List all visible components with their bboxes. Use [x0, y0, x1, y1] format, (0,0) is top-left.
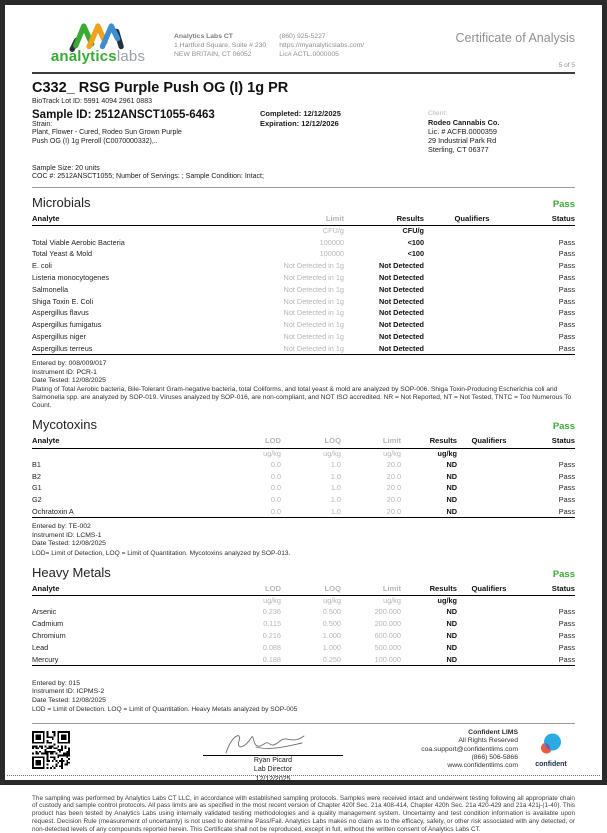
column-header: Analyte	[32, 435, 221, 448]
table-cell: Arsenic	[32, 607, 57, 617]
table-header-row	[32, 583, 575, 596]
logo-wordmark	[32, 49, 164, 64]
table-cell: Not Detected in 1g	[283, 284, 344, 294]
lab-contact-info	[174, 19, 364, 59]
table-cell: <100	[407, 237, 424, 247]
strain-label: Strain:	[32, 120, 53, 128]
heavy-metals-date-tested: Date Tested: 12/08/2025	[32, 696, 106, 704]
table-cell: G1	[32, 483, 42, 493]
lab-website: https://myanalyticslabs.com/	[279, 42, 365, 49]
table-cell: 20.0	[386, 483, 401, 493]
table-cell: 20.0	[386, 495, 401, 505]
table-cell: ND	[446, 619, 457, 629]
table-cell: Mercury	[32, 654, 59, 664]
table-cell: 500.000	[374, 642, 401, 652]
table-cell	[457, 506, 521, 518]
table-cell: Not Detected in 1g	[283, 308, 344, 318]
table-cell: Not Detected	[378, 273, 424, 283]
table-cell: Pass	[558, 320, 575, 330]
table-row	[32, 618, 575, 630]
table-cell: 0.0	[270, 483, 281, 493]
table-cell: 0.0	[270, 495, 281, 505]
table-cell: 100000	[319, 237, 344, 247]
table-cell: 100.000	[374, 654, 401, 664]
signature-line	[203, 755, 343, 756]
lims-email: coa.support@confidentlims.com	[421, 745, 518, 753]
footer-divider	[32, 723, 575, 724]
column-header: LOQ	[281, 583, 341, 596]
table-cell: Cadmium	[32, 619, 64, 629]
column-header: Analyte	[32, 583, 221, 596]
column-header: Status	[520, 213, 575, 226]
certificate-title-block	[456, 19, 576, 69]
table-row	[32, 342, 575, 354]
table-row	[32, 248, 575, 260]
table-cell: 20.0	[386, 507, 401, 517]
column-header: Results	[344, 213, 424, 226]
table-cell: Pass	[558, 654, 575, 664]
client-name: Rodeo Cannabis Co.	[428, 117, 500, 127]
table-cell: Listeria monocytogenes	[32, 273, 110, 283]
header	[32, 19, 575, 69]
confident-logo-text: confident	[535, 761, 567, 769]
microbials-note: Plating of Total Aerobic bacteria, Bile-Tolerant Gram-negative bacteria, total Coliforms, and total yeast & mold are analyzed by SOP-006. Shiga Toxin-Producing Escherichia coli and Salmonella spp. are analyzed by SOP-019. Viruses analyzed by SOP-016, are non-compliant, and NOT ISO accredited. NR = Not Reported, NT = Not Tested, TNTC = Too Numerous To Count.	[32, 386, 572, 410]
sample-title: C332_ RSG Purple Push OG (I) 1g PR	[32, 80, 289, 96]
table-row	[32, 236, 575, 248]
section-divider	[32, 187, 575, 188]
table-cell: 1.000	[322, 642, 341, 652]
table-cell	[32, 448, 221, 459]
mycotoxins-status-badge: Pass	[552, 421, 575, 433]
table-row	[32, 319, 575, 331]
table-cell: Aspergillus fumigatus	[32, 320, 102, 330]
client-address1: 29 Industrial Park Rd	[428, 135, 497, 145]
table-row	[32, 283, 575, 295]
table-cell: Not Detected in 1g	[283, 331, 344, 341]
table-row	[32, 459, 575, 471]
mycotoxins-meta	[32, 523, 575, 548]
table-cell: Total Viable Aerobic Bacteria	[32, 237, 125, 247]
table-cell: Not Detected	[378, 343, 424, 353]
table-cell: Ochratoxin A	[32, 507, 74, 517]
table-cell	[424, 307, 520, 319]
table-cell	[457, 641, 521, 653]
table-cell: Pass	[558, 471, 575, 481]
microbials-table	[32, 213, 575, 355]
document-type: Certificate of Analysis	[455, 31, 575, 45]
table-row	[32, 331, 575, 343]
table-cell	[457, 596, 521, 607]
table-cell	[521, 596, 575, 607]
table-cell: Pass	[558, 507, 575, 517]
table-cell: ug/kg	[323, 448, 341, 458]
table-cell	[521, 448, 575, 459]
heavy-metals-table	[32, 583, 575, 666]
sign-date: 12/12/2025	[255, 775, 291, 783]
table-cell: ug/kg	[263, 448, 281, 458]
table-cell: Lead	[32, 642, 49, 652]
column-header: LOD	[221, 583, 281, 596]
table-cell	[424, 248, 520, 260]
table-cell	[32, 596, 221, 607]
lab-address1: 1 Hartford Square, Suite # 230	[174, 42, 267, 49]
table-cell: G2	[32, 495, 42, 505]
table-cell	[457, 470, 521, 482]
mycotoxins-date-tested: Date Tested: 12/08/2025	[32, 540, 106, 548]
column-header: Status	[521, 435, 575, 448]
table-cell: Pass	[558, 249, 575, 259]
table-cell: Pass	[558, 619, 575, 629]
lims-name: Confident LIMS	[468, 729, 518, 737]
table-cell: 20.0	[386, 459, 401, 469]
table-cell	[32, 226, 192, 237]
table-cell	[424, 226, 520, 237]
table-cell: ND	[446, 483, 457, 493]
lab-license: Lic# ACTL.0000005	[279, 51, 339, 58]
table-row	[32, 307, 575, 319]
table-cell: 0.500	[322, 607, 341, 617]
table-row	[32, 641, 575, 653]
table-units-row	[32, 596, 575, 607]
column-header: Qualifiers	[424, 213, 520, 226]
table-cell: Not Detected	[378, 284, 424, 294]
qr-code	[32, 731, 70, 769]
table-cell: 1.000	[322, 631, 341, 641]
table-cell: ND	[446, 495, 457, 505]
table-cell	[457, 494, 521, 506]
table-cell	[424, 260, 520, 272]
table-cell: CFU/g	[402, 226, 424, 236]
table-cell: 0.115	[263, 619, 281, 629]
table-cell: Pass	[558, 459, 575, 469]
mycotoxins-title: Mycotoxins	[32, 417, 98, 433]
heavy-metals-section-header	[32, 565, 575, 580]
completed-date: Completed: 12/12/2025	[260, 108, 341, 118]
column-header: Results	[401, 435, 457, 448]
logo-zigzag-icon	[65, 19, 131, 51]
logo-word-analytics: analytics	[50, 48, 117, 65]
table-cell: 1.0	[330, 459, 341, 469]
column-header: Status	[521, 583, 575, 596]
signature-icon	[218, 729, 328, 757]
table-cell: Aspergillus flavus	[32, 308, 89, 318]
microbials-meta	[32, 360, 575, 385]
table-cell: ug/kg	[383, 448, 401, 458]
table-cell: ND	[446, 607, 457, 617]
heavy-metals-entered-by: Entered by: 015	[32, 679, 80, 687]
table-units-row	[32, 226, 575, 237]
table-cell: 1.0	[330, 471, 341, 481]
client-license: Lic. # ACFB.0000359	[428, 126, 497, 136]
column-header: Limit	[192, 213, 344, 226]
table-row	[32, 482, 575, 494]
column-header: Limit	[341, 583, 401, 596]
table-cell: Pass	[558, 284, 575, 294]
table-cell: Aspergillus niger	[32, 331, 86, 341]
sample-size: Sample Size: 20 units	[32, 164, 100, 172]
microbials-section-header	[32, 195, 575, 210]
table-cell	[457, 653, 521, 665]
mycotoxins-entered-by: Entered by: TE-002	[32, 523, 91, 531]
table-cell: Pass	[558, 607, 575, 617]
table-cell: Salmonella	[32, 284, 69, 294]
table-cell: Not Detected in 1g	[283, 261, 344, 271]
mycotoxins-section-header	[32, 417, 575, 432]
table-cell: 200.000	[374, 607, 401, 617]
table-cell: <100	[407, 249, 424, 259]
table-cell: 200.000	[374, 619, 401, 629]
table-cell: ND	[446, 642, 457, 652]
lims-phone: (866) 506-5866	[471, 753, 518, 761]
table-cell: ug/kg	[263, 596, 281, 606]
table-cell: Total Yeast & Mold	[32, 249, 93, 259]
lab-phone-column	[279, 32, 364, 59]
table-row	[32, 260, 575, 272]
lab-address2: NEW BRITAIN, CT 06052	[174, 51, 252, 58]
table-cell	[457, 630, 521, 642]
lab-name: Analytics Labs CT	[174, 33, 233, 40]
table-cell: CFU/g	[322, 226, 344, 236]
lims-contact-block	[421, 729, 518, 770]
table-cell: 600.000	[374, 631, 401, 641]
table-row	[32, 606, 575, 618]
sample-info-grid	[32, 109, 575, 154]
microbials-instrument: Instrument ID: PCR-1	[32, 368, 97, 376]
client-block	[428, 109, 575, 154]
table-units-row	[32, 448, 575, 459]
table-cell	[424, 236, 520, 248]
table-cell	[457, 606, 521, 618]
table-cell: ND	[446, 631, 457, 641]
table-cell: Pass	[558, 308, 575, 318]
table-cell: Not Detected in 1g	[283, 273, 344, 283]
column-header: LOQ	[281, 435, 341, 448]
matrix-line2: Push OG (I) 1g Preroll (C0070000332),..	[32, 137, 158, 145]
table-cell: ND	[446, 507, 457, 517]
microbials-status-badge: Pass	[552, 198, 575, 210]
table-cell	[457, 618, 521, 630]
table-row	[32, 653, 575, 665]
table-cell: 0.216	[262, 631, 281, 641]
table-row	[32, 494, 575, 506]
table-cell: 0.500	[322, 619, 341, 629]
table-cell: 0.0	[270, 459, 281, 469]
table-cell: 0.088	[262, 642, 281, 652]
table-cell	[457, 482, 521, 494]
table-cell: 0.0	[270, 471, 281, 481]
lims-rights: All Rights Reserved	[458, 737, 518, 745]
table-cell: 1.0	[330, 483, 341, 493]
mycotoxins-instrument: Instrument ID: LCMS-1	[32, 531, 102, 539]
table-cell	[424, 342, 520, 354]
table-cell: Pass	[558, 642, 575, 652]
table-cell: ug/kg	[383, 596, 401, 606]
table-cell	[424, 283, 520, 295]
confident-logo-icon	[538, 732, 564, 756]
table-cell: 20.0	[386, 471, 401, 481]
table-cell: ug/kg	[323, 596, 341, 606]
analytics-labs-logo	[32, 19, 164, 64]
lab-address-column	[174, 32, 266, 59]
mycotoxins-table	[32, 435, 575, 518]
table-row	[32, 295, 575, 307]
table-cell: Pass	[558, 495, 575, 505]
table-cell	[424, 272, 520, 284]
table-cell: 1.0	[330, 507, 341, 517]
heavy-metals-instrument: Instrument ID: ICPMS-2	[32, 688, 105, 696]
table-cell	[520, 226, 575, 237]
heavy-metals-status-badge: Pass	[552, 568, 575, 580]
sample-id-block	[32, 109, 260, 154]
header-divider	[32, 72, 575, 74]
expiration-date: Expiration: 12/12/2026	[260, 118, 339, 128]
table-header-row	[32, 213, 575, 226]
table-cell: Not Detected	[378, 308, 424, 318]
table-cell: B1	[32, 459, 41, 469]
heavy-metals-meta	[32, 680, 575, 705]
table-cell: B2	[32, 471, 41, 481]
table-cell	[424, 331, 520, 343]
column-header: LOD	[221, 435, 281, 448]
column-header: Limit	[341, 435, 401, 448]
table-cell: Not Detected	[378, 296, 424, 306]
table-cell: 100000	[319, 249, 344, 259]
coc-line: COC #: 2512ANSCT1055; Number of Servings: ; Sample Condition: Intact;	[32, 173, 264, 181]
bottom-perforation-line	[7, 775, 600, 776]
table-cell: Aspergillus terreus	[32, 343, 93, 353]
column-header: Results	[401, 583, 457, 596]
table-cell: Pass	[558, 343, 575, 353]
table-cell: ND	[446, 654, 457, 664]
heavy-metals-title: Heavy Metals	[32, 564, 111, 580]
microbials-date-tested: Date Tested: 12/08/2025	[32, 376, 106, 384]
table-cell	[424, 319, 520, 331]
table-cell: Pass	[558, 331, 575, 341]
table-header-row	[32, 435, 575, 448]
table-cell: Pass	[558, 261, 575, 271]
table-cell: Not Detected	[378, 331, 424, 341]
lab-phone: (860) 925-5227	[279, 33, 326, 40]
page-number: 5 of 5	[558, 62, 575, 69]
table-cell: Chromium	[32, 631, 66, 641]
biotrack-lot-id: BioTrack Lot ID: 5991 4094 2961 0883	[32, 98, 152, 105]
sample-id: Sample ID: 2512ANSCT1055-6463	[32, 108, 215, 121]
client-label: Client:	[428, 109, 448, 117]
matrix-line1: Plant, Flower - Cured, Rodeo Sun Grown Purple	[32, 129, 182, 137]
table-cell: ug/kg	[437, 448, 457, 458]
client-address2: Sterling, CT 06377	[428, 144, 489, 154]
lims-website: www.confidentlims.com	[447, 762, 518, 770]
table-row	[32, 470, 575, 482]
table-cell: Pass	[558, 237, 575, 247]
table-cell: Pass	[558, 631, 575, 641]
table-row	[32, 272, 575, 284]
table-cell: Pass	[558, 273, 575, 283]
table-cell: Not Detected in 1g	[283, 343, 344, 353]
mycotoxins-note: LOD= Limit of Detection, LOQ = Limit of Quantitation. Mycotoxins analyzed by SOP-013.	[32, 549, 291, 557]
column-header: Analyte	[32, 213, 192, 226]
table-cell: Not Detected	[378, 261, 424, 271]
column-header: Qualifiers	[457, 583, 521, 596]
signer-name: Ryan Picard	[253, 757, 293, 765]
table-cell	[457, 459, 521, 471]
table-cell: ND	[446, 471, 457, 481]
table-cell: Not Detected in 1g	[283, 320, 344, 330]
table-row	[32, 630, 575, 642]
table-cell: ND	[446, 459, 457, 469]
table-cell: Shiga Toxin E. Coli	[32, 296, 94, 306]
table-cell: 1.0	[330, 495, 341, 505]
table-cell: Pass	[558, 483, 575, 493]
heavy-metals-note: LOD = Limit of Detection. LOQ = Limit of Quantitation. Heavy Metals analyzed by SOP-005	[32, 706, 298, 714]
confident-logo	[527, 729, 575, 768]
table-cell	[424, 295, 520, 307]
table-cell	[457, 448, 521, 459]
dates-block	[260, 109, 428, 154]
table-cell: Not Detected in 1g	[283, 296, 344, 306]
table-row	[32, 506, 575, 518]
table-cell: 0.0	[270, 507, 281, 517]
table-cell: 0.250	[322, 654, 341, 664]
disclaimer-text: The sampling was performed by Analytics Labs CT LLC, in accordance with established sampling protocols. Samples were received intact and underwent testing following all appropriate chain of custody and sample control protocols. All pass limits are as specified in the most recent version of Chapter 420f Sec. 21a 408-414, Chapter 420h Sec. 21a 420-429 and 21a 421j-(1-40). This product has been tested by Analytics Labs using internally validated testing methodologies and a quality management system. Uncertainty and test condition information is available upon request. Decision Rule (measurement of uncertainty) is not used to determine Pass/Fail. Analytics Labs makes no claim as to the efficacy, safety, or other risk associated with any detected, or non-detected levels of any compounds reported herein. This Certificate shall not be reproduced, except in full, without the written consent of Analytics Labs CT.	[32, 794, 575, 833]
table-cell: 0.188	[262, 654, 281, 664]
column-header: Qualifiers	[457, 435, 521, 448]
microbials-entered-by: Entered by: 008/009/017	[32, 360, 107, 368]
signer-title: Lab Director	[253, 766, 293, 774]
table-cell: Pass	[558, 296, 575, 306]
microbials-title: Microbials	[32, 194, 91, 210]
table-cell: Not Detected	[378, 320, 424, 330]
table-cell: ug/kg	[437, 596, 457, 606]
table-cell: 0.236	[262, 607, 281, 617]
logo-word-labs: labs	[116, 48, 146, 65]
table-cell: E. coli	[32, 261, 52, 271]
